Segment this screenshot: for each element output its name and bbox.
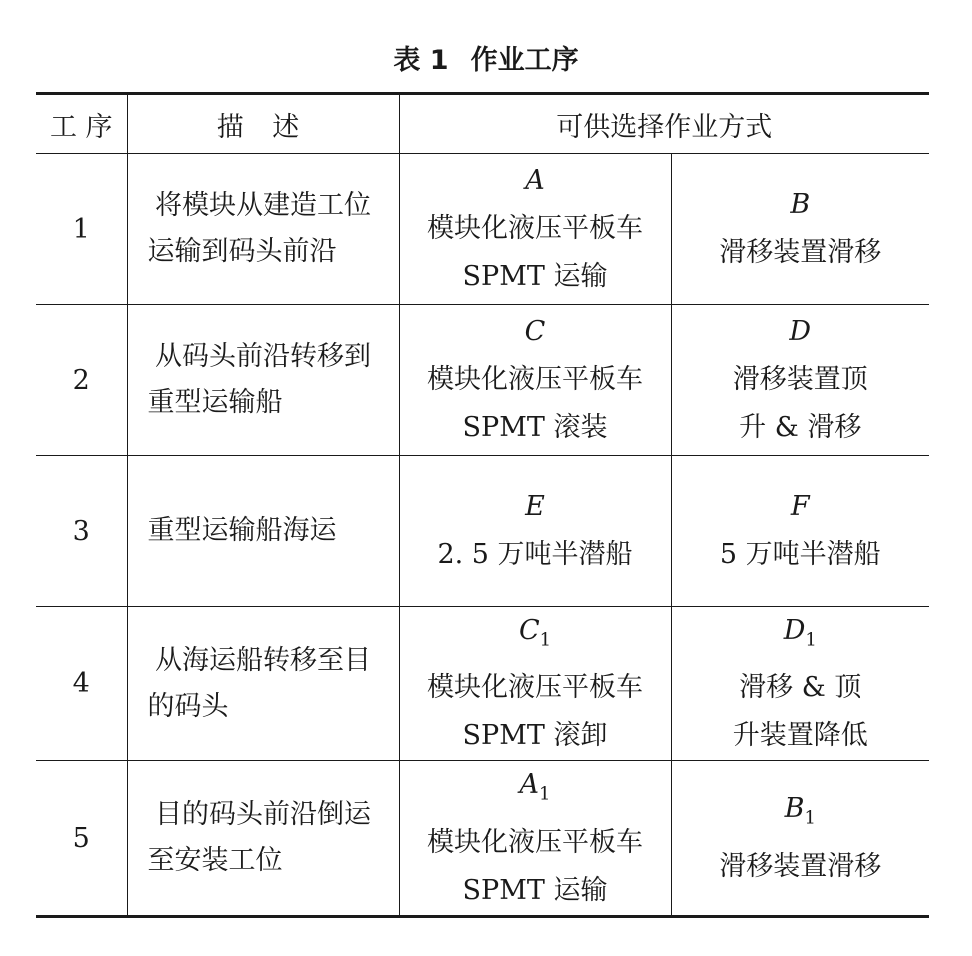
option-letter-subscript: 1 [805,629,817,651]
option-letter: $B_1$ [784,793,816,829]
option-b-cell [671,607,929,761]
option-text-line: 模块化液压平板车 [427,364,643,395]
option-text-line: SPMT 运输 [462,874,608,906]
table-row [36,761,929,916]
option-letter: $A_1$ [519,769,551,805]
option-text-line: SPMT 滚装 [462,412,608,443]
step-description: 目的码头前沿倒运至安装工位 [127,761,399,916]
option-text-line: 模块化液压平板车 [427,672,643,704]
option-text-line: 滑移 & 顶 [739,672,862,704]
option-letter: D [789,316,812,347]
step-description: 从码头前沿转移到重型运输船 [127,305,399,456]
step-description: 重型运输船海运 [127,456,399,607]
table-title: 作业工序 [470,45,579,76]
option-text-line: 5 万吨半潜船 [719,539,881,570]
option-text-line: 模块化液压平板车 [427,213,643,244]
option-letter-subscript: 1 [539,629,552,651]
option-a-cell [399,456,671,607]
option-letter: F [790,491,810,522]
option-text-line: 升装置降低 [732,720,868,752]
option-letter: C [524,316,546,347]
option-a-cell [399,305,671,456]
option-letter-subscript: 1 [804,807,816,829]
table-row [36,456,929,607]
step-description: 将模块从建造工位运输到码头前沿 [127,154,399,305]
option-letter: $C_1$ [518,615,552,651]
option-text-line: SPMT 滚卸 [462,720,608,752]
header-row [36,94,929,154]
option-b-cell [671,456,929,607]
option-letter-subscript: 1 [539,783,551,805]
step-number: 1 [36,154,127,305]
table-row [36,607,929,761]
option-text-line: 模块化液压平板车 [427,826,643,858]
option-text-line: 2. 5 万吨半潜船 [437,539,633,570]
table-row [36,305,929,456]
option-a-cell [399,154,671,305]
option-text-line: 滑移装置滑移 [719,237,882,268]
step-number: 5 [36,761,127,916]
option-text-line: 滑移装置滑移 [719,850,882,882]
option-b-cell [671,154,929,305]
step-number: 3 [36,456,127,607]
step-number: 4 [36,607,127,761]
option-text-line: 滑移装置顶 [732,364,868,395]
process-table [36,92,929,918]
table-number: 表 1 [393,45,449,76]
step-description: 从海运船转移至目的码头 [127,607,399,761]
option-b-cell [671,305,929,456]
option-a-cell [399,607,671,761]
option-a-cell [399,761,671,916]
table-caption [0,38,972,77]
header-options: 可供选择作业方式 [399,94,929,154]
option-letter: A [525,165,545,196]
header-description: 描 述 [127,94,399,154]
option-b-cell [671,761,929,916]
step-number: 2 [36,305,127,456]
option-letter: E [525,491,545,522]
option-text-line: SPMT 运输 [462,261,608,292]
option-letter: $D_1$ [783,615,817,651]
option-letter: B [790,189,811,220]
option-text-line: 升 & 滑移 [739,412,862,443]
header-step: 工 序 [36,94,127,154]
table-row [36,154,929,305]
